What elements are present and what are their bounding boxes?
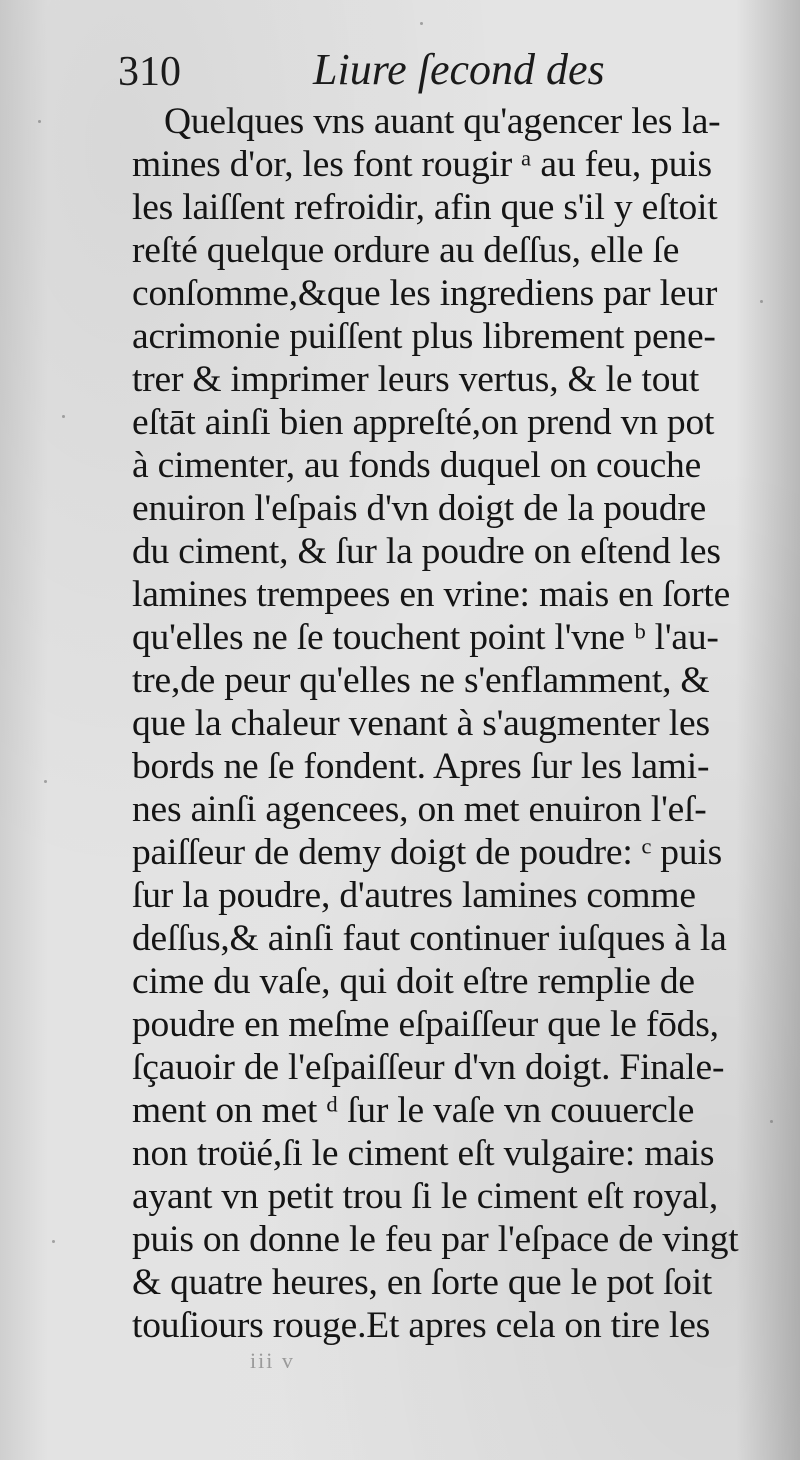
page-number: 310 — [118, 49, 181, 95]
text-line: non troüé,ſi le ciment eſt vulgaire: mais — [132, 1133, 715, 1174]
text-line: & quatre heures, en ſorte que le pot ſoit — [132, 1262, 713, 1303]
page-header — [118, 44, 738, 102]
paper-speck — [62, 415, 65, 418]
text-line: poudre en meſme eſpaiſſeur que le fōds, — [132, 1004, 719, 1045]
show-through-mark: iii v — [250, 1348, 295, 1373]
text-line: paiſſeur de demy doigt de poudre: ᶜ puis — [132, 832, 723, 873]
text-line: enuiron l'eſpais d'vn doigt de la poudre — [132, 488, 707, 529]
text-line: trer & imprimer leurs vertus, & le tout — [132, 359, 700, 400]
text-line: ſur la poudre, d'autres lamines comme — [132, 875, 696, 916]
text-line: deſſus,& ainſi faut continuer iuſques à la — [132, 918, 727, 959]
running-head: Liure ſecond des — [313, 45, 605, 94]
text-line: les laiſſent refroidir, afin que s'il y eſtoit — [132, 187, 718, 228]
text-line: cime du vaſe, qui doit eſtre remplie de — [132, 961, 695, 1002]
text-line: Quelques vns auant qu'agencer les la- — [164, 101, 721, 142]
text-line: lamines trempees en vrine: mais en ſorte — [132, 574, 731, 615]
text-line: à cimenter, au fonds duquel on couche — [132, 445, 702, 486]
paper-speck — [44, 780, 47, 783]
text-line: conſomme,&que les ingrediens par leur — [132, 273, 718, 314]
text-line: tre,de peur qu'elles ne s'enflamment, & — [132, 660, 710, 701]
text-line: ment on met ᵈ ſur le vaſe vn couuercle — [132, 1090, 695, 1131]
paper-speck — [38, 120, 41, 123]
text-line: que la chaleur venant à s'augmenter les — [132, 703, 710, 744]
text-line: touſiours rouge.Et apres cela on tire les — [132, 1305, 711, 1346]
text-line: ſçauoir de l'eſpaiſſeur d'vn doigt. Finale- — [132, 1047, 725, 1088]
paper-speck — [760, 300, 763, 303]
text-line: eſtāt ainſi bien appreſté,on prend vn pot — [132, 402, 715, 443]
text-line: qu'elles ne ſe touchent point l'vne ᵇ l'au- — [132, 617, 719, 658]
text-line: du ciment, & ſur la poudre on eſtend les — [132, 531, 721, 572]
paper-speck — [420, 22, 423, 25]
text-line: acrimonie puiſſent plus librement pene- — [132, 316, 716, 357]
paper-speck — [770, 1120, 773, 1123]
text-line: puis on donne le feu par l'eſpace de vingt — [132, 1219, 739, 1260]
text-line: bords ne ſe fondent. Apres ſur les lami- — [132, 746, 710, 787]
text-line: reſté quelque ordure au deſſus, elle ſe — [132, 230, 680, 271]
text-line: ayant vn petit trou ſi le ciment eſt royal, — [132, 1176, 719, 1217]
text-line: nes ainſi agencees, on met enuiron l'eſ- — [132, 789, 707, 830]
paper-speck — [52, 1240, 55, 1243]
body-text — [132, 100, 742, 1347]
text-line: mines d'or, les font rougir ᵃ au feu, puis — [132, 144, 712, 185]
